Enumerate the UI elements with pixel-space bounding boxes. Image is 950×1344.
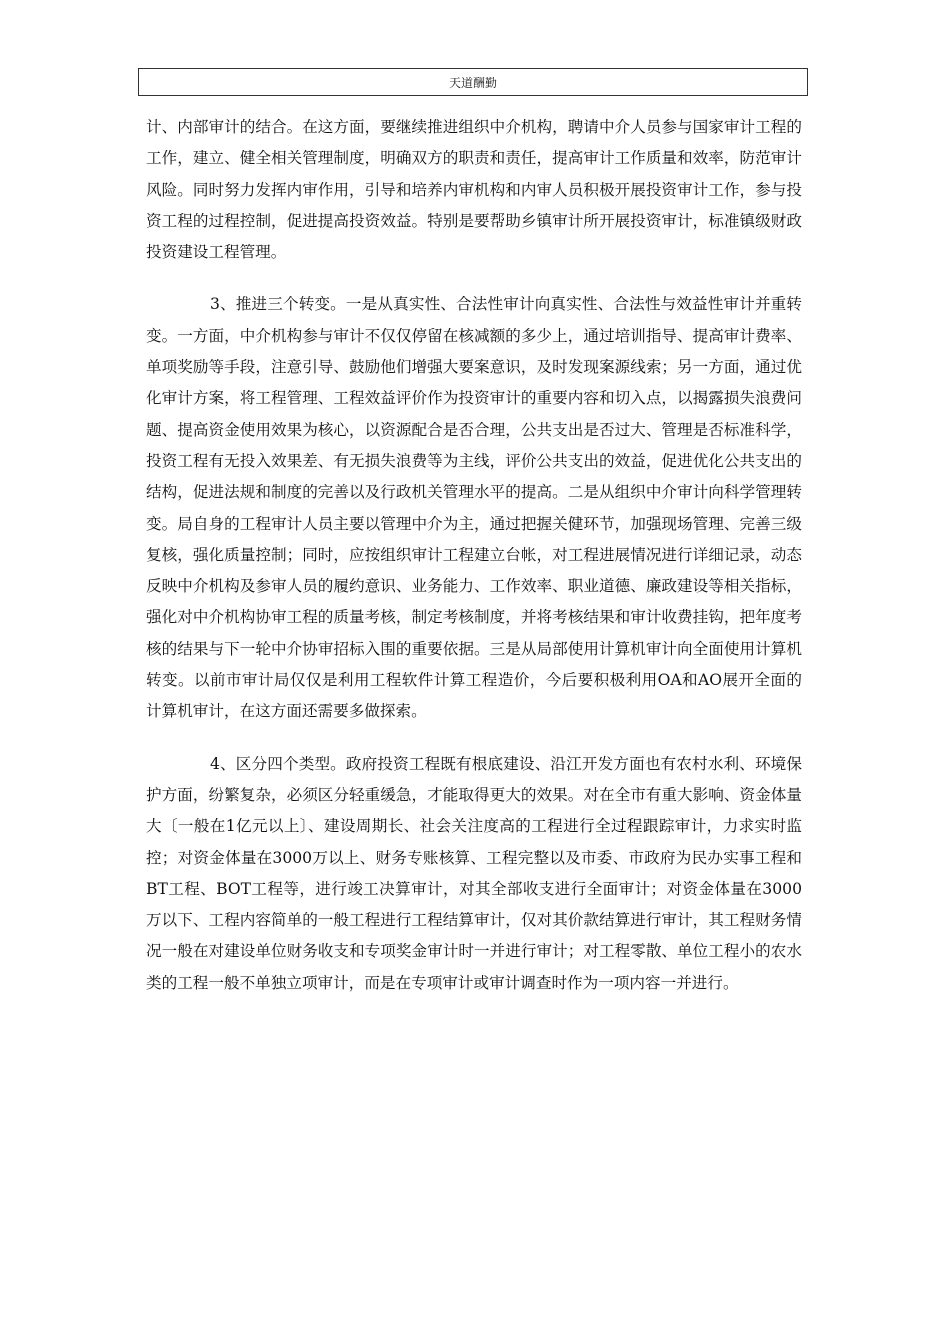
paragraph-1: 计、内部审计的结合。在这方面，要继续推进组织中介机构，聘请中介人员参与国家审计工程的工作，建立、健全相关管理制度，明确双方的职责和责任，提高审计工作质量和效率，防范审计风险。同时努力发挥内审作用，引导和培养内审机构和内审人员积极开展投资审计工作，参与投资工程的过程控制，促进提高投资效益。特别是要帮助乡镇审计所开展投资审计，标准镇级财政投资建设工程管理。 [146, 118, 802, 262]
header-title: 天道酬勤 [448, 76, 497, 90]
paragraph-3: 4、区分四个类型。政府投资工程既有根底建设、沿江开发方面也有农村水利、环境保护方面，纷繁复杂，必须区分轻重缓急，才能取得更大的效果。对在全市有重大影响、资金体量大〔一般在1亿元以上〕、建设周期长、社会关注度高的工程进行全过程跟踪审计，力求实时监控；对资金体量在3000万以上、财务专账核算、工程完整以及市委、市政府为民办实事工程和BT工程、BOT工程等，进行竣工决算审计，对其全部收支进行全面审计；对资金体量在3000万以下、工程内容简单的一般工程进行工程结算审计，仅对其价款结算进行审计，其工程财务情况一般在对建设单位财务收支和专项奖金审计时一并进行审计；对工程零散、单位工程小的农水类的工程一般不单独立项审计，而是在专项审计或审计调查时作为一项内容一并进行。 [146, 754, 802, 992]
paragraph-2: 3、推进三个转变。一是从真实性、合法性审计向真实性、合法性与效益性审计并重转变。一方面，中介机构参与审计不仅仅停留在核减额的多少上，通过培训指导、提高审计费率、单项奖励等手段，注意引导、鼓励他们增强大要案意识，及时发现案源线索；另一方面，通过优化审计方案，将工程管理、工程效益评价作为投资审计的重要内容和切入点，以揭露损失浪费问题、提高资金使用效果为核心，以资源配合是否合理，公共支出是否过大、管理是否标准科学，投资工程有无投入效果差、有无损失浪费等为主线，评价公共支出的效益，促进优化公共支出的结构，促进法规和制度的完善以及行政机关管理水平的提高。二是从组织中介审计向科学管理转变。局自身的工程审计人员主要以管理中介为主，通过把握关健环节，加强现场管理、完善三级复核，强化质量控制；同时，应按组织审计工程建立台帐，对工程进展情况进行详细记录，动态反映中介机构及参审人员的履约意识、业务能力、工作效率、职业道德、廉政建设等相关指标，强化对中介机构协审工程的质量考核，制定考核制度，并将考核结果和审计收费挂钩，把年度考核的结果与下一轮中介协审招标入围的重要依据。三是从局部使用计算机审计向全面使用计算机转变。以前市审计局仅仅是利用工程软件计算工程造价，今后要积极利用OA和AO展开全面的计算机审计，在这方面还需要多做探索。 [146, 295, 802, 721]
page-header [138, 68, 808, 96]
document-body [146, 112, 802, 1020]
